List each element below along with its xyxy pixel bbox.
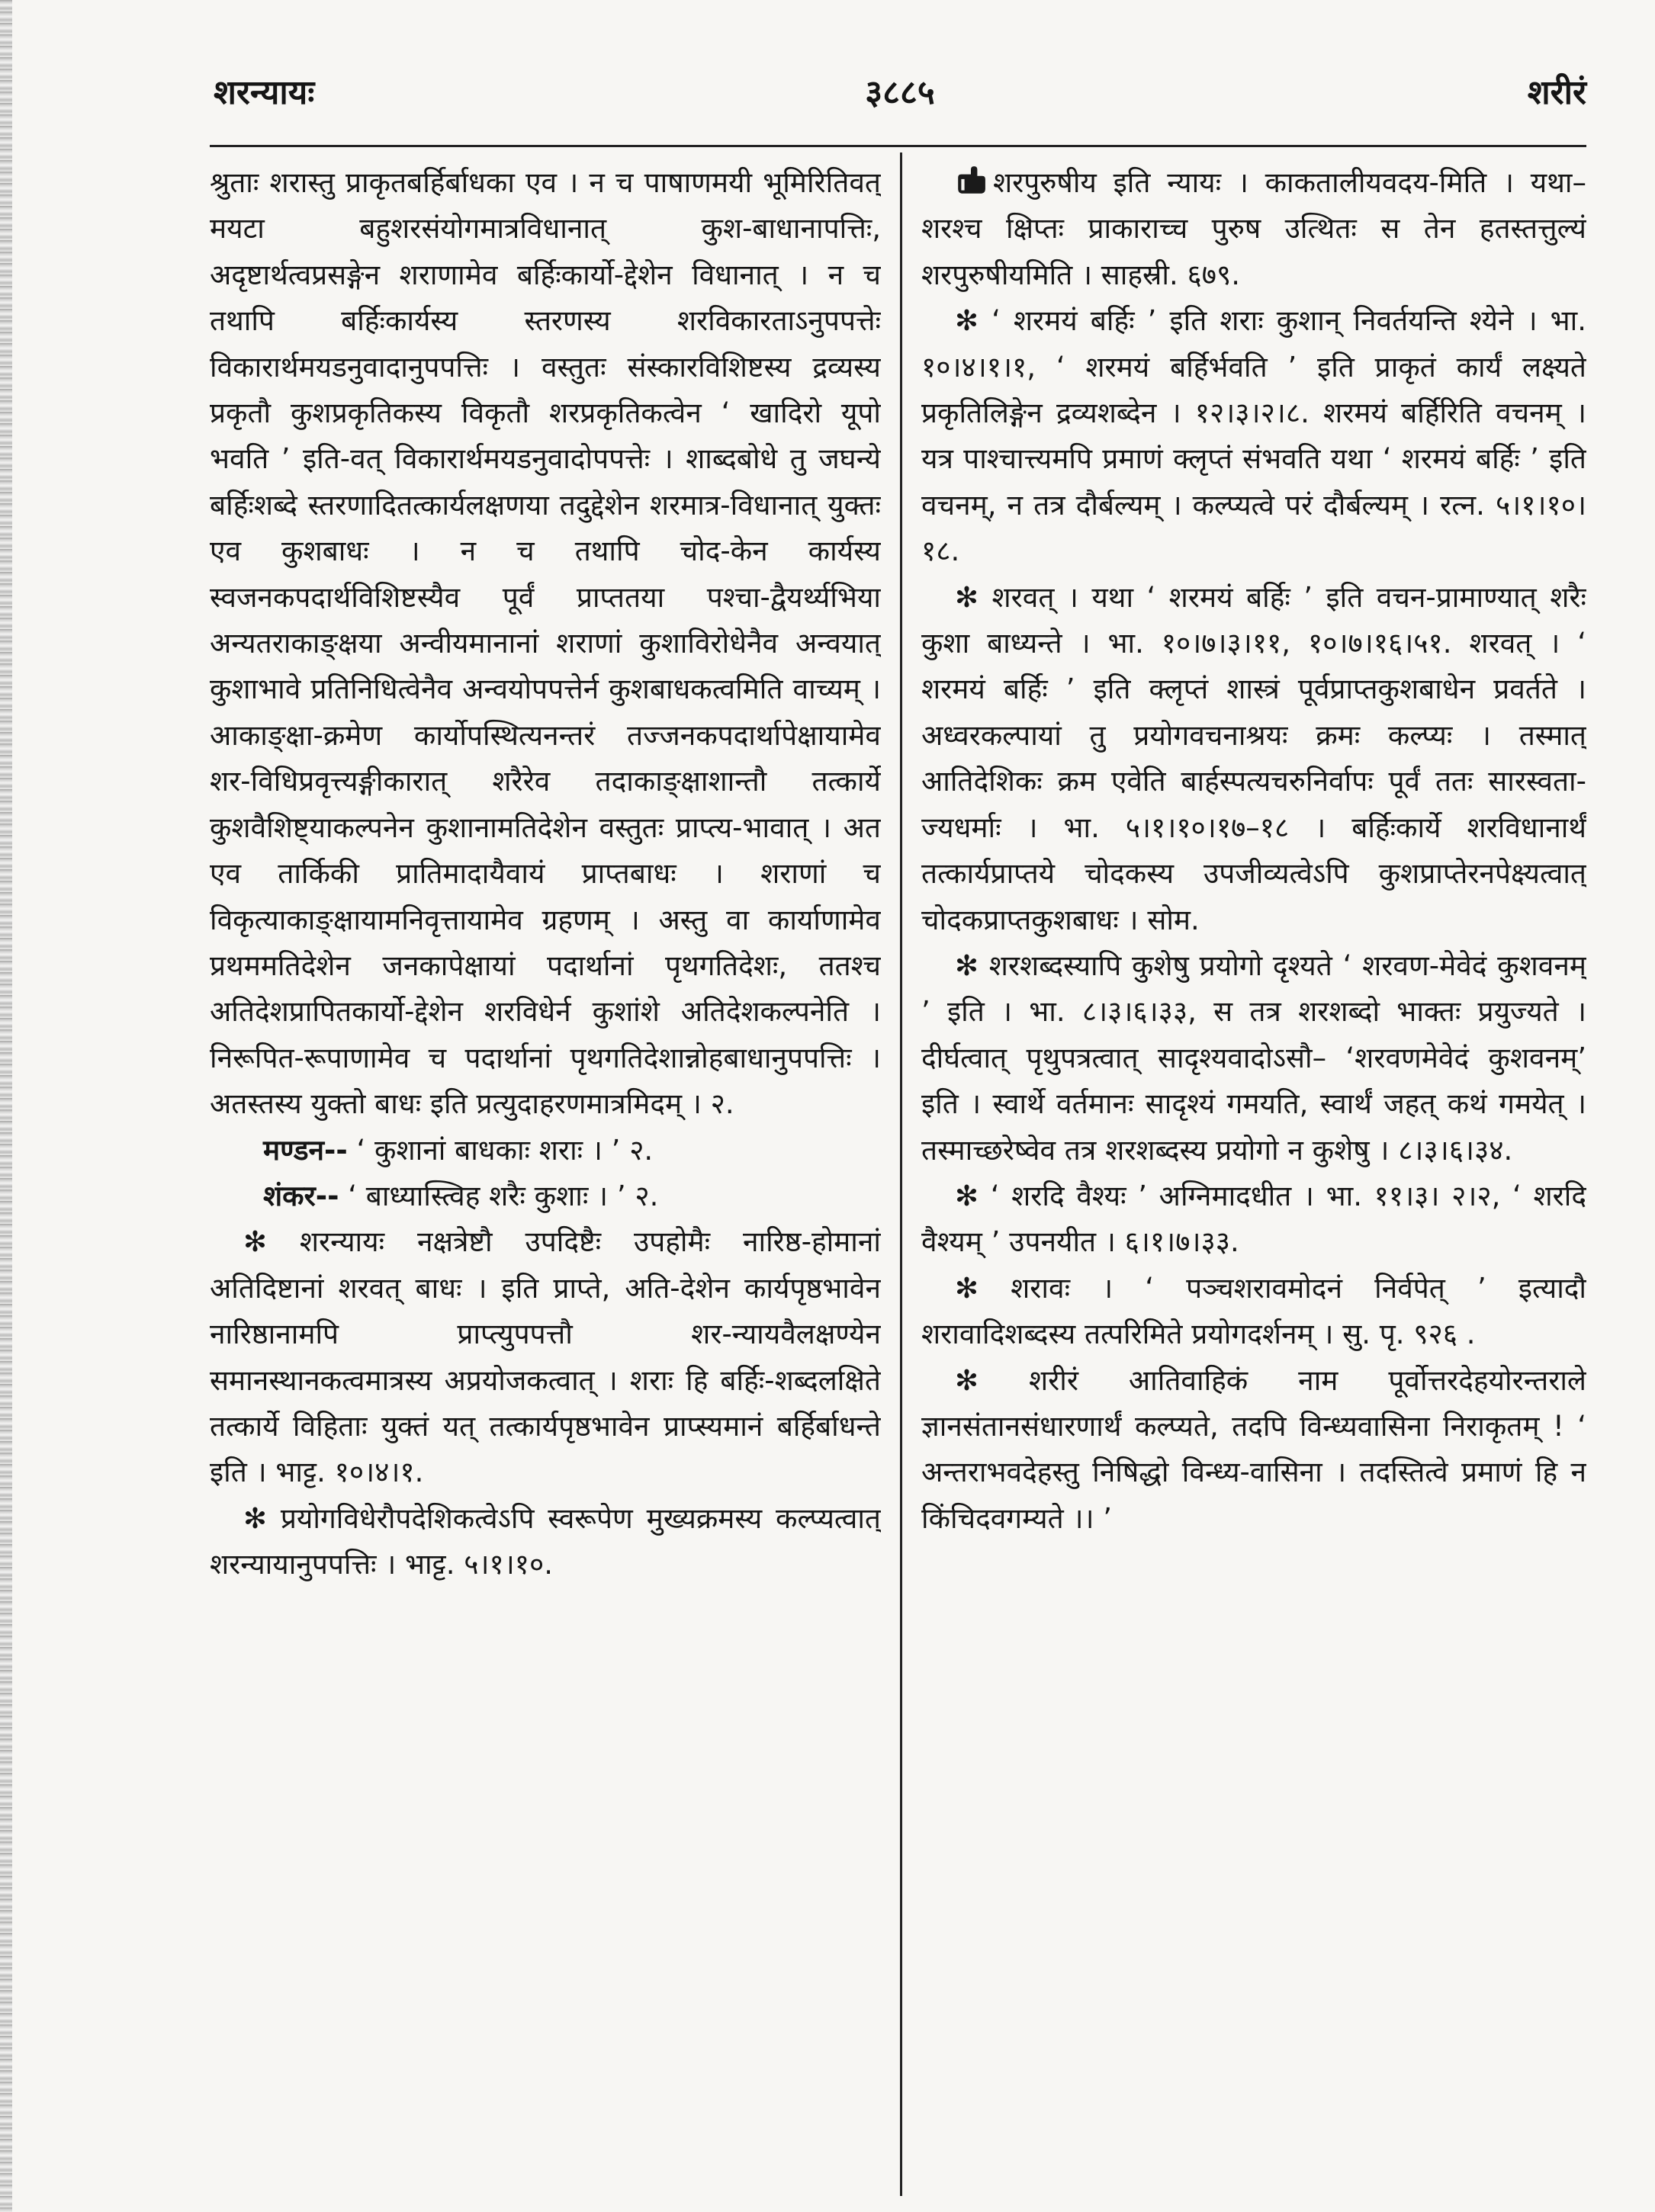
right-paragraph-4-text: शरशब्दस्यापि कुशेषु प्रयोगो दृश्यते ‘ शरवण-मेवेदं कुशवनम् ’ इति । भा. ८।३।६।३३, स तत्र शरशब्दो भाक्तः प्रयुज्यते । दीर्घत्वात् पृथुपत्रत्वात् सादृश्यवादोऽसौ– ‘शरवणमेवेदं कुशवनम्’ इति । स्वार्थे वर्तमानः सादृश्यं गमयति, स्वार्थं जहत् कथं गमयेत् । तस्माच्छरेष्वेव तत्र शरशब्दस्य प्रयोगो न कुशेषु । ८।३।६।३४. xyxy=(921,949,1586,1167)
right-paragraph-3 xyxy=(921,575,1586,943)
asterisk-icon: ✻ xyxy=(243,1225,268,1259)
header-right-keyword: शरीरं xyxy=(1527,73,1586,112)
asterisk-icon: ✻ xyxy=(955,1271,979,1305)
mandana-text: ‘ कुशानां बाधकाः शराः । ’ २. xyxy=(356,1133,654,1167)
right-paragraph-5 xyxy=(921,1173,1586,1266)
right-paragraph-7 xyxy=(921,1358,1586,1543)
right-paragraph-1 xyxy=(921,160,1586,298)
shankara-quote xyxy=(210,1173,881,1219)
right-paragraph-1-text: शरपुरुषीय इति न्यायः । काकतालीयवदय-मिति । यथा– शरश्च क्षिप्तः प्राकाराच्च पुरुष उत्थितः स तेन हतस्तत्तुल्यं शरपुरुषीयमिति । साहस्री. ६७९. xyxy=(921,166,1586,291)
left-column xyxy=(210,160,881,2188)
header-rule xyxy=(210,145,1586,147)
header-left-keyword: शरन्यायः xyxy=(214,73,315,112)
asterisk-icon: ✻ xyxy=(243,1501,268,1535)
mandana-label: मण्डन-- xyxy=(263,1133,348,1167)
right-paragraph-4 xyxy=(921,943,1586,1173)
asterisk-icon: ✻ xyxy=(955,580,979,614)
page-header xyxy=(214,70,1586,124)
right-paragraph-6-text: शरावः । ‘ पञ्चशरावमोदनं निर्वपेत् ’ इत्यादौ शरावादिशब्दस्य तत्परिमिते प्रयोगदर्शनम् । सु. पृ. ९२६ . xyxy=(921,1271,1586,1351)
left-paragraph-3-text: प्रयोगविधेरौपदेशिकत्वेऽपि स्वरूपेण मुख्यक्रमस्य कल्प्यत्वात् शरन्यायानुपपत्तिः । भाट्ट. ५।१।१०. xyxy=(210,1501,881,1581)
left-paragraph-3 xyxy=(210,1496,881,1588)
scanned-page-edge xyxy=(0,0,12,2212)
shankara-text: ‘ बाध्यास्त्विह शरैः कुशाः । ’ २. xyxy=(348,1179,659,1212)
column-divider xyxy=(900,152,902,2196)
right-paragraph-5-text: ‘ शरदि वैश्यः ’ अग्निमादधीत । भा. ११।३। २।२, ‘ शरदि वैश्यम् ’ उपनयीत । ६।१।७।३३. xyxy=(921,1179,1586,1259)
right-paragraph-7-text: शरीरं आतिवाहिकं नाम पूर्वोत्तरदेहयोरन्तराले ज्ञानसंतानसंधारणार्थं कल्प्यते, तदपि विन्ध्यवासिना निराकृतम् ! ‘ अन्तराभवदेहस्तु निषिद्धो विन्ध्य-वासिना । तदस्तित्वे प्रमाणं हि न किंचिदवगम्यते ।। ’ xyxy=(921,1363,1586,1535)
shankara-label: शंकर-- xyxy=(263,1179,339,1212)
right-paragraph-6 xyxy=(921,1266,1586,1358)
right-paragraph-3-text: शरवत् । यथा ‘ शरमयं बर्हिः ’ इति वचन-प्रामाण्यात् शरैः कुशा बाध्यन्ते । भा. १०।७।३।११, १०।७।१६।५१. शरवत् । ‘ शरमयं बर्हिः ’ इति क्लृप्तं शास्त्रं पूर्वप्राप्तकुशबाधेन प्रवर्तते । अध्वरकल्पायां तु प्रयोगवचनाश्रयः क्रमः कल्प्यः । तस्मात् आतिदेशिकः क्रम एवेति बार्हस्पत्यचरुनिर्वापः पूर्वं ततः सारस्वता-ज्यधर्माः । भा. ५।१।१०।१७–१८ । बर्हिःकार्ये शरविधानार्थं तत्कार्यप्राप्तये चोदकस्य उपजीव्यत्वेऽपि कुशप्राप्तेरनपेक्ष्यत्वात् चोदकप्राप्तकुशबाधः । सोम. xyxy=(921,580,1586,936)
left-paragraph-1: श्रुताः शरास्तु प्राकृतबर्हिर्बाधका एव । न च पाषाणमयी भूमिरितिवत् मयटा बहुशरसंयोगमात्रविधानात् कुश-बाधानापत्तिः, अदृष्टार्थत्वप्रसङ्गेन शराणामेव बर्हिःकार्यो-द्देशेन विधानात् । न च तथापि बर्हिःकार्यस्य स्तरणस्य शरविकारताऽनुपपत्तेः विकारार्थमयडनुवादानुपपत्तिः । वस्तुतः संस्कारविशिष्टस्य द्रव्यस्य प्रकृतौ कुशप्रकृतिकस्य विकृतौ शरप्रकृतिकत्वेन ‘ खादिरो यूपो भवति ’ इति-वत् विकारार्थमयडनुवादोपपत्तेः । शाब्दबोधे तु जघन्ये बर्हिःशब्दे स्तरणादितत्कार्यलक्षणया तदुद्देशेन शरमात्र-विधानात् युक्तः एव कुशबाधः । न च तथापि चोद-केन कार्यस्य स्वजनकपदार्थविशिष्टस्यैव पूर्वं प्राप्ततया पश्चा-द्वैयर्थ्यभिया अन्यतराकाङ्क्षया अन्वीयमानानां शराणां कुशाविरोधेनैव अन्वयात् कुशाभावे प्रतिनिधित्वेनैव अन्वयोपपत्तेर्न कुशबाधकत्वमिति वाच्यम् । आकाङ्क्षा-क्रमेण कार्योपस्थित्यनन्तरं तज्जनकपदार्थापेक्षायामेव शर-विधिप्रवृत्त्यङ्गीकारात् शरैरेव तदाकाङ्क्षाशान्तौ तत्कार्ये कुशवैशिष्ट्याकल्पनेन कुशानामतिदेशेन वस्तुतः प्राप्त्य-भावात् । अत एव तार्किकी प्रातिमादायैवायं प्राप्तबाधः । शराणां च विकृत्याकाङ्क्षायामनिवृत्तायामेव ग्रहणम् । अस्तु वा कार्याणामेव प्रथममतिदेशेन जनकापेक्षायां पदार्थानां पृथगतिदेशः, ततश्च अतिदेशप्रापितकार्यो-द्देशेन शरविधेर्न कुशांशे अतिदेशकल्पनेति । निरूपित-रूपाणामेव च पदार्थानां पृथगतिदेशान्नोहबाधानुपपत्तिः । अतस्तस्य युक्तो बाधः इति प्रत्युदाहरणमात्रमिदम् । २. xyxy=(210,166,881,1121)
asterisk-icon: ✻ xyxy=(955,1179,979,1212)
right-paragraph-2-text: ‘ शरमयं बर्हिः ’ इति शराः कुशान् निवर्तयन्ति श्येने । भा. १०।४।१।१, ‘ शरमयं बर्हिर्भवति ’ इति प्राकृतं कार्यं लक्ष्यते प्रकृतिलिङ्गेन द्रव्यशब्देन । १२।३।२।८. शरमयं बर्हिरिति वचनम् । यत्र पाश्चात्त्यमपि प्रमाणं क्लृप्तं संभवति यथा ‘ शरमयं बर्हिः ’ इति वचनम्, न तत्र दौर्बल्यम् । कल्प्यत्वे परं दौर्बल्यम् । रत्न. ५।१।१०।१८. xyxy=(921,304,1586,568)
page-number: ३८८५ xyxy=(865,73,935,112)
mandana-quote xyxy=(210,1128,881,1173)
right-paragraph-2 xyxy=(921,298,1586,574)
hand-pointer-icon xyxy=(955,165,987,197)
asterisk-icon: ✻ xyxy=(955,1363,979,1397)
left-paragraph-2 xyxy=(210,1219,881,1495)
asterisk-icon: ✻ xyxy=(955,304,979,338)
asterisk-icon: ✻ xyxy=(955,949,979,982)
left-paragraph-2-text: शरन्यायः नक्षत्रेष्टौ उपदिष्टैः उपहोमैः नारिष्ठ-होमानां अतिदिष्टानां शरवत् बाधः । इति प्राप्ते, अति-देशेन कार्यपृष्ठभावेन नारिष्ठानामपि प्राप्त्युपपत्तौ शर-न्यायवैलक्षण्येन समानस्थानकत्वमात्रस्य अप्रयोजकत्वात् । शराः हि बर्हिः-शब्दलक्षिते तत्कार्ये विहिताः युक्तं यत् तत्कार्यपृष्ठभावेन प्राप्स्यमानं बर्हिर्बाधन्ते इति । भाट्ट. १०।४।१. xyxy=(210,1225,881,1489)
right-column xyxy=(921,160,1586,2188)
